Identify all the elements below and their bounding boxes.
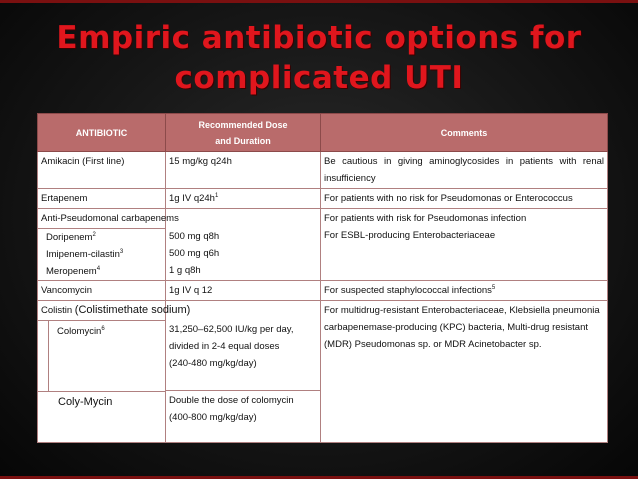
comment-text: For suspected staphylococcal infections	[324, 285, 492, 296]
dose-text: (240-480 mg/kg/day)	[169, 358, 257, 369]
drug-imipenem	[38, 246, 165, 263]
header-dose	[166, 114, 321, 152]
title-line-2: complicated UTI	[174, 60, 464, 96]
comment-line: For patients with risk for Pseudomonas infection	[324, 213, 527, 224]
cell-comment: For patients with no risk for Pseudomonas or Enterococcus	[321, 189, 608, 209]
title-line-1: Empiric antibiotic options for	[56, 20, 582, 56]
cell-dose: 1g IV q 12	[166, 281, 321, 301]
cell-antibiotic: Amikacin (First line)	[38, 152, 166, 189]
cell-dose	[166, 301, 321, 443]
footnote-ref: 4	[96, 265, 101, 272]
drug-name: Colomycin	[57, 326, 102, 337]
cell-antibiotic: Vancomycin	[38, 281, 166, 301]
colomycin-dose	[166, 320, 320, 390]
drug-name: Coly-Mycin	[58, 396, 113, 408]
drug-name: Imipenem-cilastin	[46, 249, 120, 260]
footnote-ref: 3	[119, 248, 124, 255]
dose-line: 1 g q8h	[169, 265, 201, 276]
dose-text: 31,250–62,500 IU/kg per day, divided in 2-4 equal doses	[169, 324, 294, 352]
cell-dose	[166, 189, 321, 209]
footnote-ref: 5	[491, 284, 496, 291]
drug-name: Meropenem	[46, 266, 97, 277]
dose-text: 1g IV q24h	[169, 193, 215, 204]
table-row	[38, 189, 608, 209]
cell-dose	[166, 209, 321, 281]
header-dose-line2: and Duration	[215, 135, 271, 146]
header-antibiotic: ANTIBIOTIC	[38, 114, 166, 152]
group-label: Anti-Pseudomonal carbapenems	[38, 209, 326, 229]
cell-comment	[321, 209, 608, 281]
cell-antibiotic	[38, 209, 179, 281]
comment-line: For ESBL-producing Enterobacteriaceae	[324, 230, 496, 241]
dose-line: 500 mg q6h	[169, 248, 220, 259]
footnote-ref: 1	[214, 192, 219, 199]
colistin-name: Colistin	[41, 305, 73, 316]
table-row	[38, 281, 608, 301]
slide-title	[0, 18, 638, 98]
antibiotic-table	[37, 113, 608, 443]
colomycin-label	[48, 321, 165, 391]
header-comments: Comments	[321, 114, 608, 152]
cell-antibiotic	[38, 301, 191, 443]
top-border	[0, 0, 638, 3]
cell-antibiotic: Ertapenem	[38, 189, 166, 209]
table-row	[38, 152, 608, 189]
footnote-ref: 2	[92, 231, 96, 238]
cell-dose: 15 mg/kg q24h	[166, 152, 321, 189]
table-row	[38, 301, 608, 443]
cell-comment	[321, 281, 608, 301]
cell-comment: For multidrug-resistant Enterobacteriaceae, Klebsiella pneumonia carbapenemase-producing (KPC) bacteria, Multi-drug resistant (MDR) Pseudomonas sp. or MDR Acinetobacter sp.	[321, 301, 608, 443]
header-dose-line1: Recommended Dose	[198, 119, 288, 130]
dose-line: 500 mg q8h	[169, 231, 220, 242]
drug-meropenem	[38, 263, 165, 280]
colymycin-label	[38, 391, 165, 442]
table-header-row	[38, 114, 608, 152]
cell-comment: Be cautious in giving aminoglycosides in patients with renal insufficiency	[321, 152, 608, 189]
drug-doripenem	[38, 229, 165, 246]
colistin-paren: (Colistimethate sodium)	[74, 304, 191, 316]
colymycin-dose: Double the dose of colomycin (400-800 mg/kg/day)	[166, 390, 320, 441]
footnote-ref: 6	[101, 325, 105, 332]
drug-name: Doripenem	[46, 232, 93, 243]
table-row	[38, 209, 608, 281]
